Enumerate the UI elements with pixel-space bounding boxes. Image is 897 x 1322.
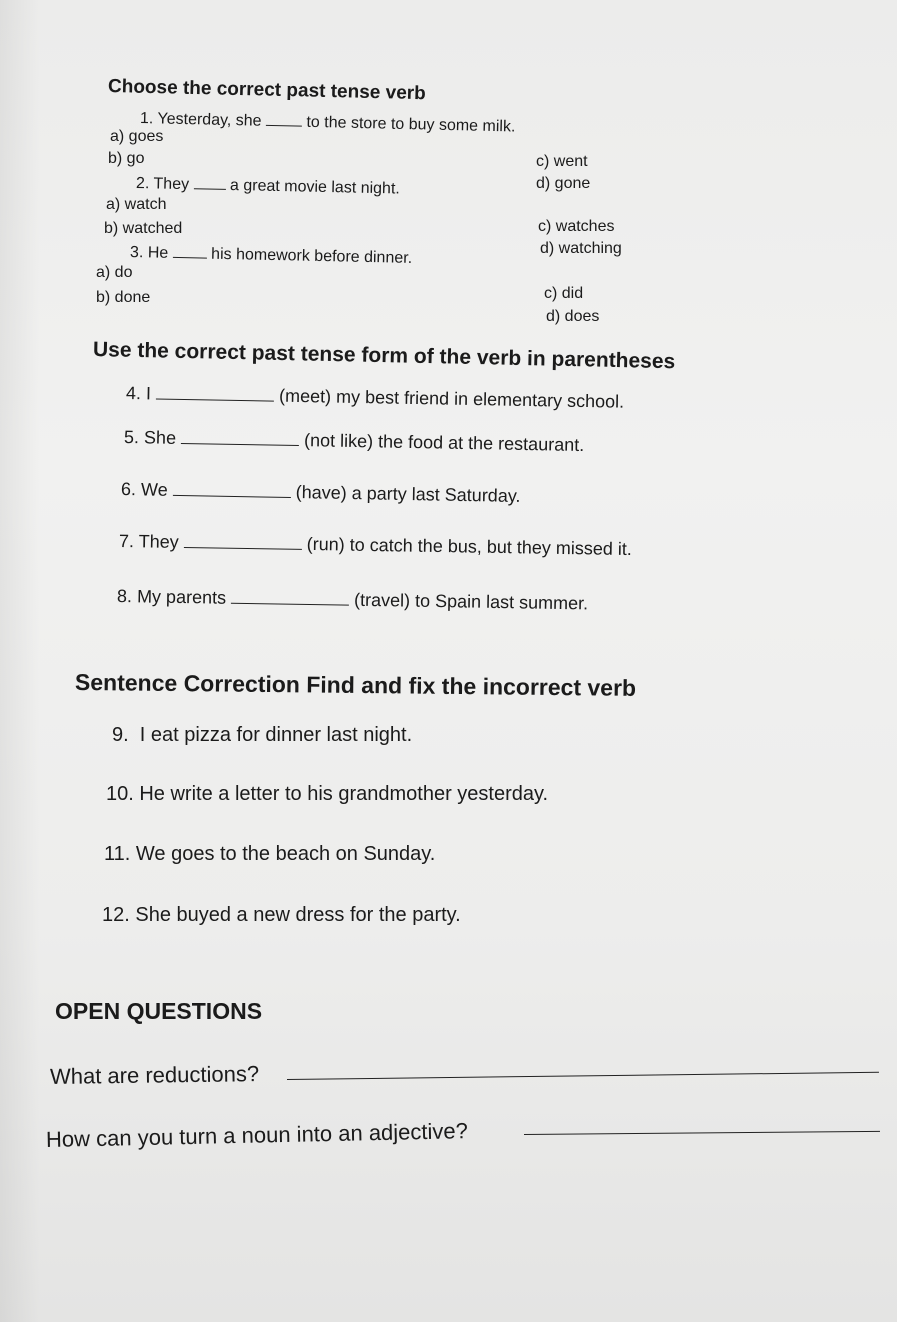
question-2-after: a great movie last night.: [229, 176, 400, 198]
question-3-before: He: [147, 244, 169, 262]
fill-item-8-number: 8.: [116, 586, 133, 607]
fill-item-7-before: They: [138, 531, 179, 552]
question-1-option-d[interactable]: d) gone: [536, 175, 591, 192]
question-1-after: to the store to buy some milk.: [306, 113, 516, 136]
question-2-option-c[interactable]: c) watches: [538, 218, 615, 235]
question-2-option-b[interactable]: b) watched: [104, 220, 183, 237]
question-3-option-b[interactable]: b) done: [96, 289, 151, 306]
question-3-option-a[interactable]: a) do: [96, 264, 133, 281]
correction-item-12: 12. She buyed a new dress for the party.: [102, 904, 461, 926]
fill-item-6-after: (have) a party last Saturday.: [295, 482, 521, 506]
fill-item-5-after: (not like) the food at the restaurant.: [303, 430, 585, 456]
section2-title: Use the correct past tense form of the verb in parentheses: [92, 338, 676, 374]
fill-item-6-number: 6.: [120, 479, 137, 500]
question-2: [136, 175, 400, 199]
fill-item-5-before: She: [143, 427, 177, 448]
fill-item-6: [121, 479, 521, 507]
question-1-number: 1.: [139, 110, 154, 128]
question-1-option-a[interactable]: a) goes: [110, 128, 164, 145]
section3-title: Sentence Correction Find and fix the incorrect verb: [74, 669, 637, 701]
fill-item-5-number: 5.: [123, 427, 140, 448]
question-1-blank[interactable]: [266, 124, 302, 127]
question-1: [140, 110, 516, 137]
fill-item-8-after: (travel) to Spain last summer.: [353, 589, 589, 614]
fill-item-4-after: (meet) my best friend in elementary school.: [278, 385, 625, 412]
correction-item-9: 9. I eat pizza for dinner last night.: [112, 724, 413, 746]
fill-item-4: [126, 383, 625, 413]
section4-title: OPEN QUESTIONS: [55, 998, 263, 1024]
fill-item-6-blank[interactable]: [173, 494, 291, 498]
question-3-option-c[interactable]: c) did: [544, 285, 584, 302]
open-question-1-answer-line[interactable]: [287, 1072, 879, 1080]
fill-item-5-blank[interactable]: [181, 442, 299, 446]
page-shadow: [0, 0, 40, 1322]
fill-item-4-number: 4.: [125, 383, 142, 404]
correction-item-11: 11. We goes to the beach on Sunday.: [104, 843, 436, 865]
question-2-before: They: [153, 175, 190, 194]
question-3-blank[interactable]: [173, 256, 207, 259]
question-3-option-d[interactable]: d) does: [546, 308, 600, 325]
fill-item-8-before: My parents: [136, 586, 227, 608]
fill-item-5: [124, 427, 585, 456]
question-3: [130, 244, 412, 268]
fill-item-7-number: 7.: [118, 531, 135, 552]
question-3-number: 3.: [129, 244, 144, 262]
question-2-option-d[interactable]: d) watching: [540, 240, 622, 257]
fill-item-4-blank[interactable]: [156, 398, 274, 402]
fill-item-7-blank[interactable]: [184, 546, 302, 550]
question-1-option-b[interactable]: b) go: [108, 150, 145, 167]
open-question-2-answer-line[interactable]: [524, 1131, 880, 1135]
fill-item-4-before: I: [145, 383, 152, 404]
correction-item-10: 10. He write a letter to his grandmother yesterday.: [106, 783, 549, 805]
question-2-blank[interactable]: [193, 187, 225, 190]
open-question-2: How can you turn a noun into an adjective?: [45, 1118, 469, 1152]
question-1-option-c[interactable]: c) went: [536, 153, 588, 170]
fill-item-8-blank[interactable]: [231, 602, 349, 606]
fill-item-7: [119, 531, 632, 560]
question-2-option-a[interactable]: a) watch: [106, 196, 167, 213]
question-1-before: Yesterday, she: [157, 110, 262, 130]
fill-item-8: [117, 586, 588, 614]
fill-item-7-after: (run) to catch the bus, but they missed it.: [306, 533, 633, 560]
fill-item-6-before: We: [140, 479, 168, 500]
open-question-1: What are reductions?: [49, 1061, 260, 1089]
question-3-after: his homework before dinner.: [210, 245, 413, 267]
question-2-number: 2.: [135, 175, 150, 193]
section1-title: Choose the correct past tense verb: [107, 76, 426, 105]
